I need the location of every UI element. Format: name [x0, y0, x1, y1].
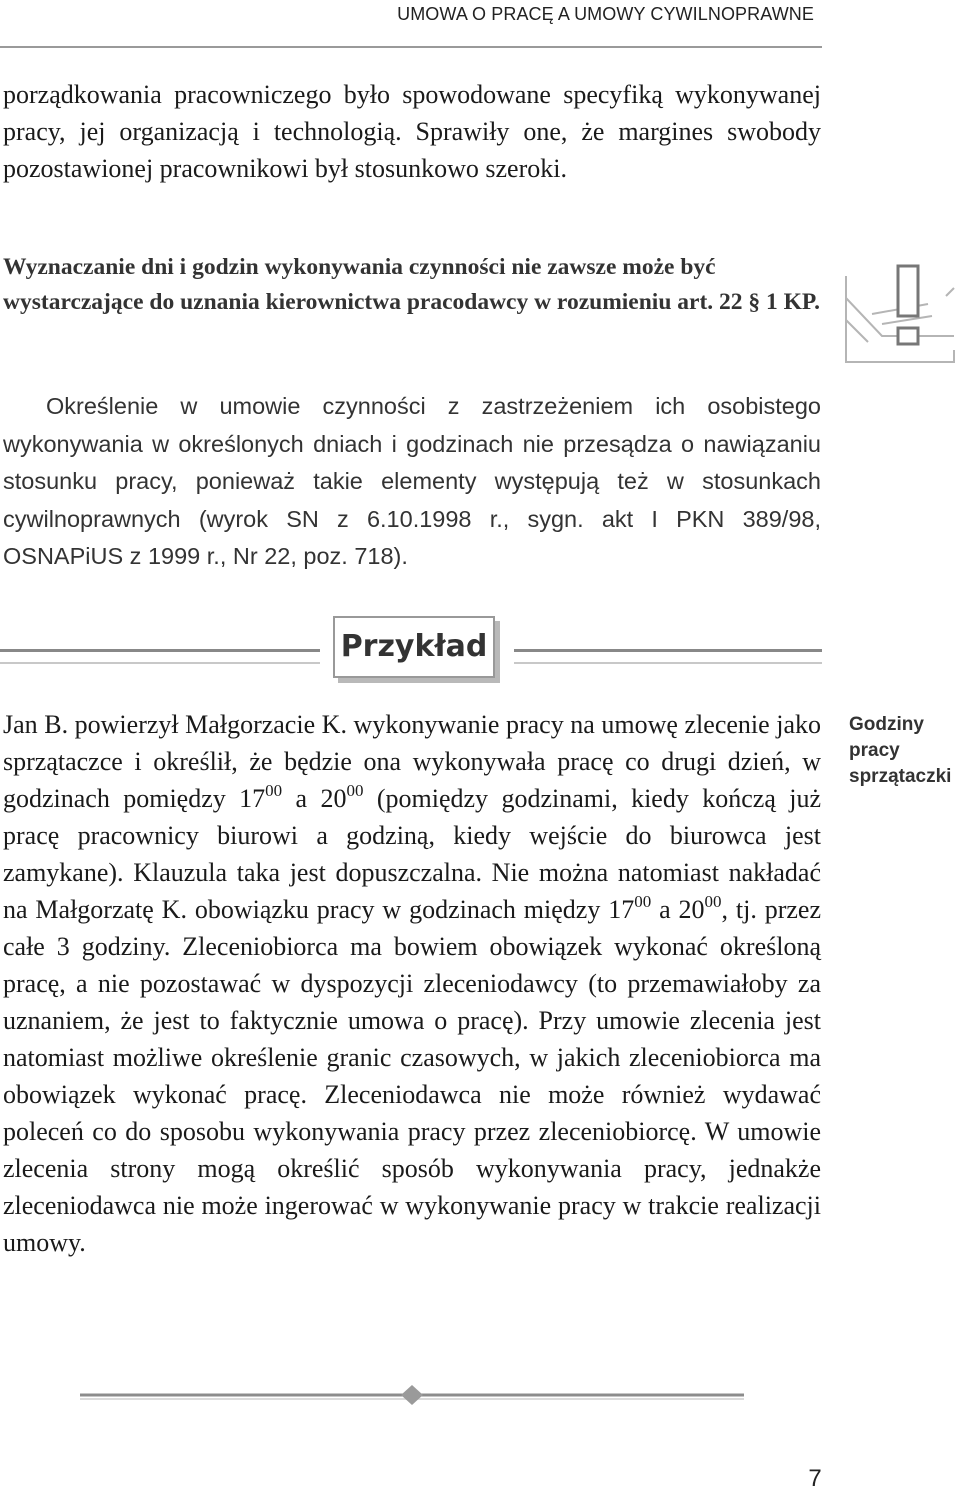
- margin-note-line: Godziny: [849, 714, 924, 735]
- diamond-ornament-icon: [80, 1384, 744, 1406]
- example-text-part: Jan B. powierzył Małgorzacie K. wykonywanie pracy na umowę zlecenie jako sprzątaczce i określił, że będzie ona wykonywała pracę co drugi dzień, w godzinach pomiędzy 17: [3, 710, 821, 813]
- margin-note: [849, 712, 959, 790]
- highlighted-thesis: Wyznaczanie dni i godzin wykonywania czynności nie zawsze może być wystarczające do uznania kierownictwa pracodawcy w rozumieniu art. 22 § 1 KP.: [3, 254, 821, 315]
- example-heading: Przykład: [333, 616, 495, 678]
- example-text-part: (pomiędzy godzinami, kiedy kończą już pracę pracownicy biurowi a godziną, kiedy wejście do biurowca jest zamykane). Klauzula taka jest dopuszczalna. Nie można natomiast nakładać na Małgorzatę K. obowiązku pracy w godzinach między 17: [3, 784, 822, 924]
- superscript-minutes: 00: [704, 892, 722, 911]
- running-header: UMOWA O PRACĘ A UMOWY CYWILNOPRAWNE: [397, 4, 814, 24]
- example-rule-right: [514, 649, 822, 664]
- paragraph-continued: porządkowania pracowniczego było spowodowane specyfiką wykonywanej pracy, jej organizacją i technologią. Sprawiły one, że margines swobody pozostawionej pracownikowi był stosunkowo szeroki.: [3, 80, 821, 183]
- example-paragraph: [3, 706, 821, 1261]
- paragraph-ruling: Określenie w umowie czynności z zastrzeżeniem ich osobistego wykonywania w określonych dniach i godzinach nie przesądza o nawiązaniu stosunku pracy, ponieważ takie elementy występują też w stosunkach cywilnoprawnych (wyrok SN z 6.10.1998 r., sygn. akt I PKN 389/98, OSNAPiUS z 1999 r., Nr 22, poz. 718).: [3, 393, 821, 569]
- superscript-minutes: 00: [634, 892, 652, 911]
- page-number: 7: [808, 1465, 822, 1492]
- example-rule-left: [0, 649, 320, 664]
- example-text-part: , tj. przez całe 3 godziny. Zleceniobiorca ma bowiem obowiązek wykonać określoną pracę, a nie pozostawać w dyspozycji zleceniodawcy (to przemawiałoby za uznaniem, że jest to faktycznie umowa o pracę). Przy umowie zlecenia jest natomiast możliwe określenie granic czasowych, w jakich zleceniobiorca ma obowiązek wykonać pracę. Zleceniodawca nie może również wydawać poleceń co do sposobu wykonywania pracy przez zleceniobiorcę. W umowie zlecenia strony mogą określić sposób wykonywania pracy, jednakże zleceniodawca nie może ingerować w wykonywanie pracy w trakcie realizacji umowy.: [3, 895, 821, 1257]
- superscript-minutes: 00: [346, 781, 364, 800]
- example-text-part: a 20: [651, 895, 705, 924]
- exclamation-warning-icon: [842, 258, 958, 366]
- margin-note-line: pracy: [849, 740, 900, 761]
- superscript-minutes: 00: [265, 781, 283, 800]
- margin-note-line: sprzątaczki: [849, 766, 952, 787]
- example-text-part: a 20: [282, 784, 347, 813]
- header-rule: [0, 46, 822, 48]
